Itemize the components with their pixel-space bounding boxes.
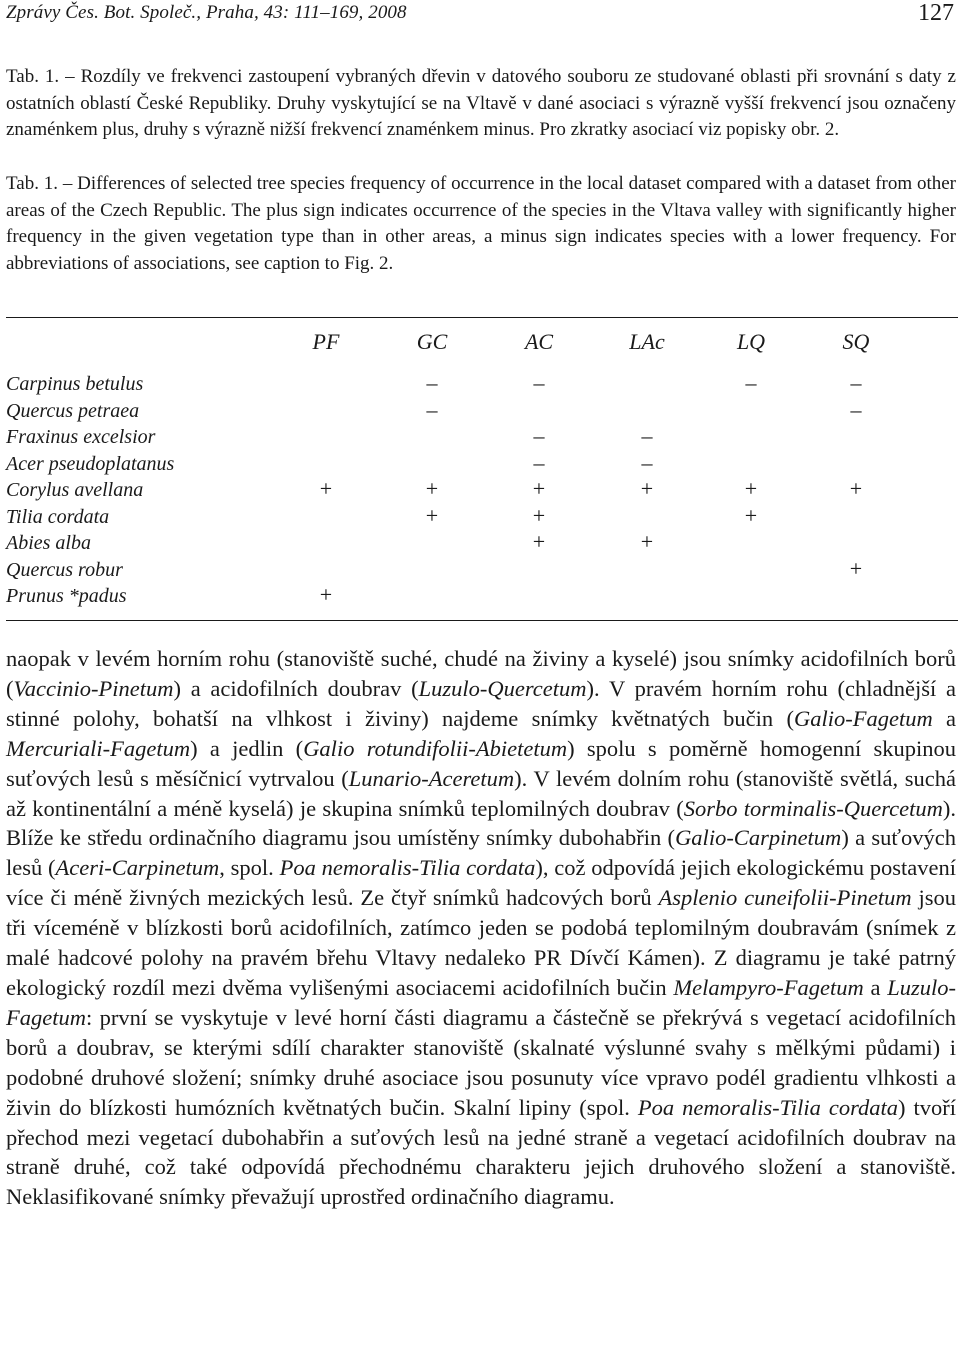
table-row [6,477,958,504]
table-cell: + [319,476,333,501]
italic-taxon: Galio-Fagetum [793,705,933,731]
table-cell: + [319,582,333,607]
species-name: Tilia cordata [6,505,110,528]
table-row [6,557,958,584]
text-run: ) a acidofilních doubrav ( [173,675,419,701]
table-row [6,424,958,451]
table-cell: + [532,502,546,528]
column-header: AC [524,329,554,354]
body-paragraph [6,644,956,1212]
table-cell: + [425,502,439,528]
table-cell: – [426,396,438,422]
table-row [6,371,958,398]
italic-taxon: Luzulo-Quercetum [418,675,587,701]
table-row [6,583,958,610]
italic-taxon: Melampyro-Fagetum [673,974,864,1000]
italic-taxon: Sorbo torminalis-Quercetum [683,795,943,821]
italic-taxon: Mercuriali-Fagetum [6,735,191,761]
italic-taxon: Poa nemoralis-Tilia cordata [279,855,536,881]
table-row [6,398,958,425]
text-run: : první se vyskytuje v levé horní části diagramu a částečně se překrývá s vegetací acidofilních borů a doubrav, se kterými sdílí charakter stanoviště (skalnaté výslunné svahy s mělkými půdami) i podobné druhové složení; snímky druhé asociace jsou posunuty více vpravo podél gradientu vlhkosti a živin do blízkosti humózních květnatých bučin. Skalní lipiny (spol. [6,1004,956,1120]
column-header: PF [312,329,340,354]
table-top-rule [6,317,958,318]
table-caption-english: Tab. 1. – Differences of selected tree species frequency of occurrence in the local dataset compared with a dataset from other areas of the Czech Republic. The plus sign indicates occurrence of the species in the Vltava valley with significantly higher frequency in the given vegetation type than in other areas, a minus sign indicates species with a lower frequency. For abbreviations of associations, see caption to Fig. 2. [6,173,956,274]
italic-taxon: Galio-Carpinetum [675,825,842,851]
text-run: ) tvoří přechod mezi vegetací dubohabřin a suťových lesů na jedné straně a vegetací acidofilních doubrav na straně druhé, což také odpovídá přechodnému charakteru jejich druhového složení a stanoviště. Neklasifikované snímky převažují uprostřed ordinačního diagramu. [6,1094,956,1210]
page-number: 127 [918,0,954,26]
species-name: Quercus robur [6,558,123,581]
table-cell: + [532,529,546,554]
species-frequency-table [6,317,958,621]
italic-taxon: Lunario-Aceretum [348,765,515,791]
text-run: ). V levém dolním rohu (stanoviště světlá, suchá až kontinentální a méně kyselá) je skupina snímků teplomilných doubrav ( [6,765,956,821]
table-row [6,451,958,478]
table-cell: – [533,423,545,448]
table-row [6,504,958,531]
table-cell: + [640,529,654,554]
text-run: jsou tři víceméně v blízkosti borů acidofilních, zatímco jeden se podobá teplomilným doubravám (snímek z malé hadcové polohy na pravém břehu Vltavy nedaleko PR Dívčí Kámen). Z diagramu je také patrný ekologický rozdíl mezi dvěma vylišenými asociacemi acidofilních bučin [6,885,956,1000]
text-run: ) a suťových lesů ( [6,825,956,881]
table-cell: + [744,502,758,528]
column-header: LAc [629,329,665,354]
table-cell: – [850,370,862,395]
table-cell: – [641,449,653,475]
italic-taxon: Luzulo-Fagetum [6,974,956,1030]
table-bottom-rule [6,620,958,621]
text-run: ) a jedlin ( [190,735,304,761]
species-name: Fraxinus excelsior [6,426,156,448]
text-run: naopak v levém horním rohu (stanoviště suché, chudé na živiny a kyselé) jsou snímky acidofilních borů ( [6,646,956,701]
table-cell: – [426,370,438,395]
species-name: Abies alba [6,532,91,554]
italic-taxon: Asplenio cuneifolii-Pinetum [658,885,912,911]
running-head: Zprávy Čes. Bot. Společ., Praha, 43: 111–169, 2008 [6,2,407,23]
table-cell: – [533,449,545,475]
table-cell: – [533,370,545,395]
text-run: a [863,974,888,1000]
species-name: Carpinus betulus [6,373,144,395]
table-cell: + [744,476,758,501]
italic-taxon: Poa nemoralis-Tilia cordata [637,1094,899,1120]
table-cell: – [745,370,757,395]
page-header [6,0,954,30]
table-row [6,530,958,557]
column-header: SQ [842,329,870,354]
text-run: a [932,705,956,731]
italic-taxon: Aceri-Carpinetum [55,855,220,881]
table-cell: + [425,476,439,501]
text-run: ). Blíže ke středu ordinačního diagramu jsou umístěny snímky dubohabřin ( [6,795,956,851]
text-run: ), což odpovídá jejich ekologickému postavení více či méně živných mezických lesů. Ze čtyř snímků hadcových borů [6,855,956,911]
text-run: ) spolu s poměrně homogenní skupinou suťových lesů s měsíčnicí vytrvalou ( [6,735,956,791]
species-name: Acer pseudoplatanus [6,452,175,475]
text-run: ). V pravém horním rohu (chladnější a stinné polohy, bohatší na vlhkost i živiny) najdeme snímky květnatých bučin ( [6,675,956,731]
table-caption-czech: Tab. 1. – Rozdíly ve frekvenci zastoupení vybraných dřevin v datového souboru ze studované oblasti při srovnání s daty z ostatních oblastí České Republiky. Druhy vyskytující se na Vltavě v dané asociaci s výrazně vyšší frekvencí jsou označeny znaménkem plus, druhy s výrazně nižší frekvencí znaménkem minus. Pro zkratky asociací viz popisky obr. 2. [6,66,956,141]
column-header: GC [416,329,448,354]
table-cell: + [640,476,654,501]
text-run: , spol. [219,855,280,881]
table-cell: + [849,476,863,501]
species-name: Prunus *padus [6,585,127,607]
column-header: LQ [736,329,766,354]
table-cell: – [641,423,653,448]
species-name: Corylus avellana [6,479,144,501]
table-cell: + [849,555,863,581]
italic-taxon: Galio rotundifolii-Abietetum [303,735,568,761]
table-cell: + [532,476,546,501]
italic-taxon: Vaccinio-Pinetum [13,675,174,701]
species-name: Quercus petraea [6,399,140,422]
table-cell: – [850,396,862,422]
